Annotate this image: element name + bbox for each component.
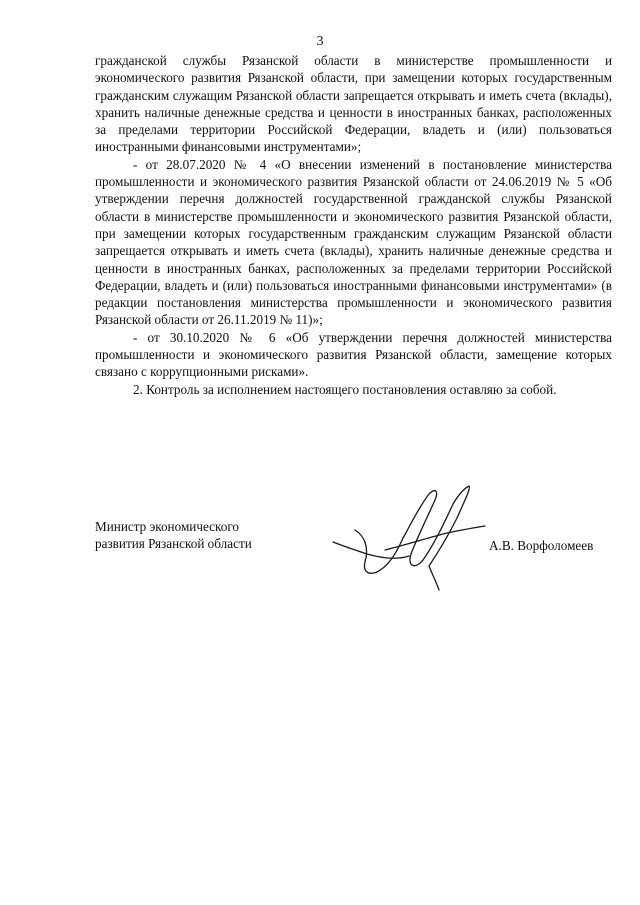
paragraph-continuation: гражданской службы Рязанской области в министерстве промышленности и экономического развития Рязанской области, при замещении которых государственным гражданским служащим Рязанской области запрещается открывать и иметь счета (вклады), хранить наличные денежные средства и ценности в иностранных банках, расположенных за пределами территории Российской Федерации, владеть и (или) пользоваться иностранными финансовыми инструментами»; [95, 53, 612, 155]
document-body [95, 52, 612, 398]
signer-name: А.В. Ворфоломеев [489, 538, 594, 553]
page-number: 3 [316, 34, 324, 49]
handwritten-signature [325, 480, 495, 595]
signer-position [95, 518, 252, 553]
paragraph-list-item: - от 30.10.2020 № 6 «Об утверждении перечня должностей министерства промышленности и экономического развития Рязанской области, замещение которых связано с коррупционными рисками». [95, 329, 612, 380]
signer-position-line1: Министр экономического [95, 519, 240, 534]
paragraph-amendment-item: - от 28.07.2020 № 4 «О внесении изменений в постановление министерства промышленности и экономического развития Рязанской области от 24.06.2019 № 5 «Об утверждении перечня должностей государственной гражданской службы Рязанской области в министерстве промышленности и экономического развития Рязанской области, при замещении которых государственным гражданским служащим Рязанской области запрещается открывать и иметь счета (вклады), хранить наличные денежные средства и ценности в иностранных банках, расположенных за пределами территории Российской Федерации, владеть и (или) пользоваться иностранными финансовыми инструментами» (в редакции постановления министерства промышленности и экономического развития Рязанской области от 26.11.2019 № 11)»; [95, 156, 612, 328]
paragraph-control-clause: 2. Контроль за исполнением настоящего постановления оставляю за собой. [133, 381, 557, 397]
signer-position-line2: развития Рязанской области [95, 536, 252, 552]
